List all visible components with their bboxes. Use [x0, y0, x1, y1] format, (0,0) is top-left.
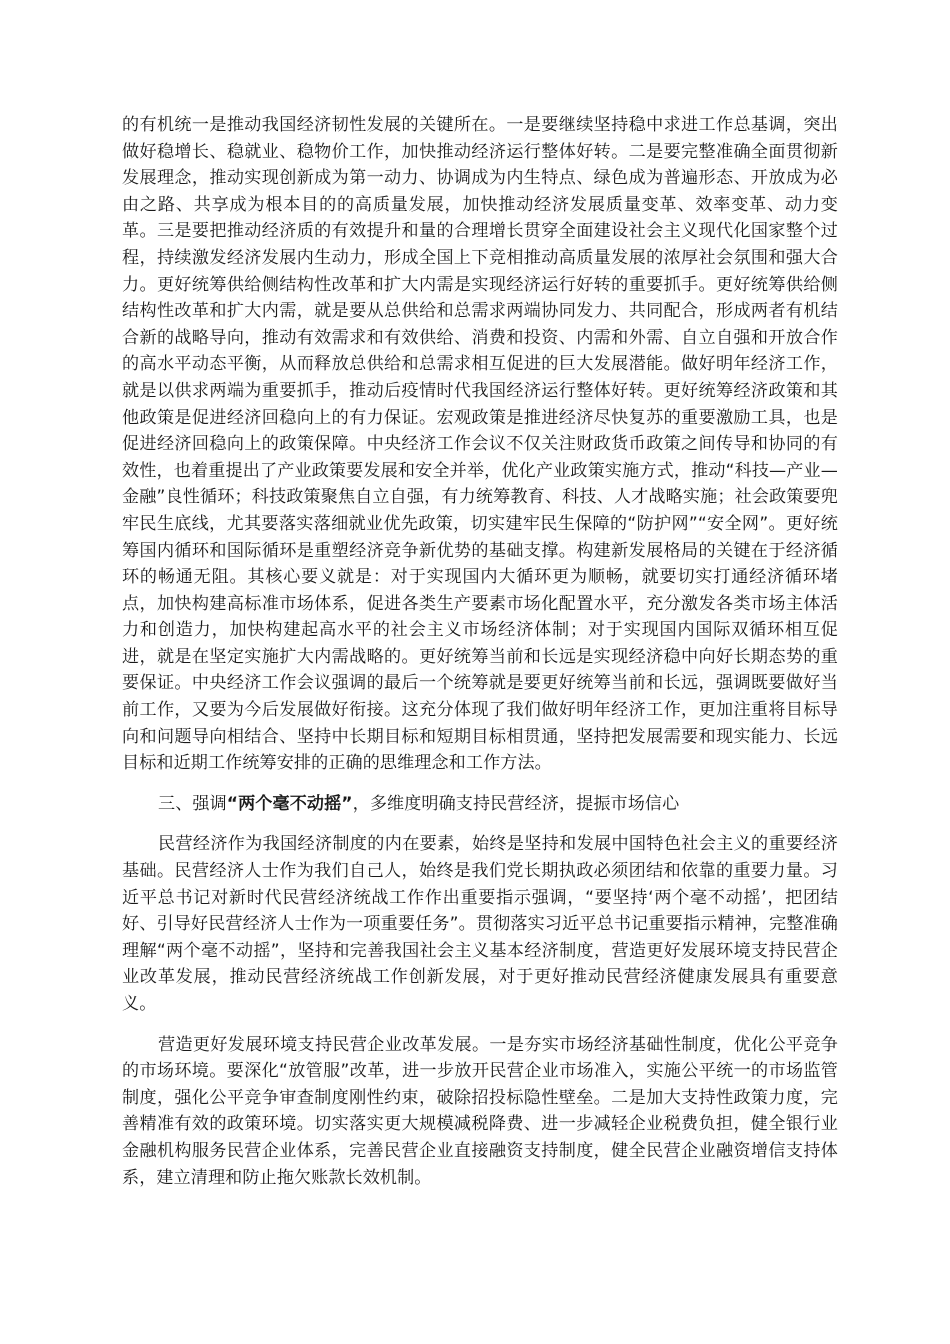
paragraph-spacer [122, 1018, 838, 1032]
section-heading-bold-quote: “两个毫不动摇” [226, 793, 353, 814]
body-paragraph: 民营经济作为我国经济制度的内在要素，始终是坚持和发展中国特色社会主义的重要经济基础。民营经济人士作为我们自己人，始终是我们党长期执政必须团结和依靠的重要力量。习近平总书记对新时代民营经济统战工作作出重要指示强调，“要坚持‘两个毫不动摇’，把团结好、引导好民营经济人士作为一项重要任务”。贯彻落实习近平总书记重要指示精神，完整准确理解“两个毫不动摇”，坚持和完善我国社会主义基本经济制度，营造更好发展环境支持民营企业改革发展，推动民营经济统战工作创新发展，对于更好推动民营经济健康发展具有重要意义。 [122, 834, 838, 1014]
continued-paragraph: 的有机统一是推动我国经济韧性发展的关键所在。一是要继续坚持稳中求进工作总基调，突出做好稳增长、稳就业、稳物价工作，加快推动经济运行整体好转。二是要完整准确全面贯彻新发展理念，推动实现创新成为第一动力、协调成为内生特点、绿色成为普遍形态、开放成为必由之路、共享成为根本目的的高质量发展，加快推动经济发展质量变革、效率变革、动力变革。三是要把推动经济质的有效提升和量的合理增长贯穿全面建设社会主义现代化国家整个过程，持续激发经济发展内生动力，形成全国上下竞相推动高质量发展的浓厚社会氛围和强大合力。更好统筹供给侧结构性改革和扩大内需是实现经济运行好转的重要抓手。更好统筹供给侧结构性改革和扩大内需，就是要从总供给和总需求两端协同发力、共同配合，形成两者有机结合新的战略导向，推动有效需求和有效供给、消费和投资、内需和外需、自立自强和开放合作的高水平动态平衡，从而释放总供给和总需求相互促进的巨大发展潜能。做好明年经济工作，就是以供求两端为重要抓手，推动后疫情时代我国经济运行整体好转。更好统筹经济政策和其他政策是促进经济回稳向上的有力保证。宏观政策是推进经济尽快复苏的重要激励工具，也是促进经济回稳向上的政策保障。中央经济工作会议不仅关注财政货币政策之间传导和协同的有效性，也着重提出了产业政策要发展和安全并举，优化产业政策实施方式，推动“科技—产业—金融”良性循环；科技政策聚焦自立自强，有力统筹教育、科技、人才战略实施；社会政策要兜牢民生底线，尤其要落实落细就业优先政策，切实建牢民生保障的“防护网”“安全网”。更好统筹国内循环和国际循环是重塑经济竞争新优势的基础支撑。构建新发展格局的关键在于经济循环的畅通无阻。其核心要义就是：对于实现国内大循环更为顺畅，就要切实打通经济循环堵点，加快构建高标准市场体系，促进各类生产要素市场化配置水平，充分激发各类市场主体活力和创造力，加快构建起高水平的社会主义市场经济体制；对于实现国内国际双循环相互促进，就是在坚定实施扩大内需战略的。更好统筹当前和长远是实现经济稳中向好长期态势的重要保证。中央经济工作会议强调的最后一个统筹就是要更好统筹当前和长远，强调既要做好当前工作，又要为今后发展做好衔接。这充分体现了我们做好明年经济工作，更加注重将目标导向和问题导向相结合、坚持中长期目标和短期目标相贯通，坚持把发展需要和现实能力、长远目标和近期工作统筹安排的正确的思维理念和工作方法。 [122, 115, 838, 774]
body-paragraph: 营造更好发展环境支持民营企业改革发展。一是夯实市场经济基础性制度，优化公平竞争的市场环境。要深化“放管服”改革，进一步放开民营企业市场准入，实施公平统一的市场监管制度，强化公平竞争审查制度刚性约束，破除招投标隐性壁垒。二是加大支持性政策力度，完善精准有效的政策环境。切实落实更大规模减税降费、进一步减轻企业税费负担，健全银行业金融机构服务民营企业体系，完善民营企业直接融资支持制度，健全民营企业融资增信支持体系，建立清理和防止拖欠账款长效机制。 [122, 1034, 838, 1188]
paragraph-spacer [122, 817, 838, 831]
document-page [122, 112, 838, 1191]
section-heading-prefix: 三、强调 [158, 793, 227, 814]
section-heading-suffix: ，多维度明确支持民营经济，提振市场信心 [352, 793, 680, 814]
paragraph-spacer [122, 777, 838, 791]
section-heading [122, 791, 838, 818]
